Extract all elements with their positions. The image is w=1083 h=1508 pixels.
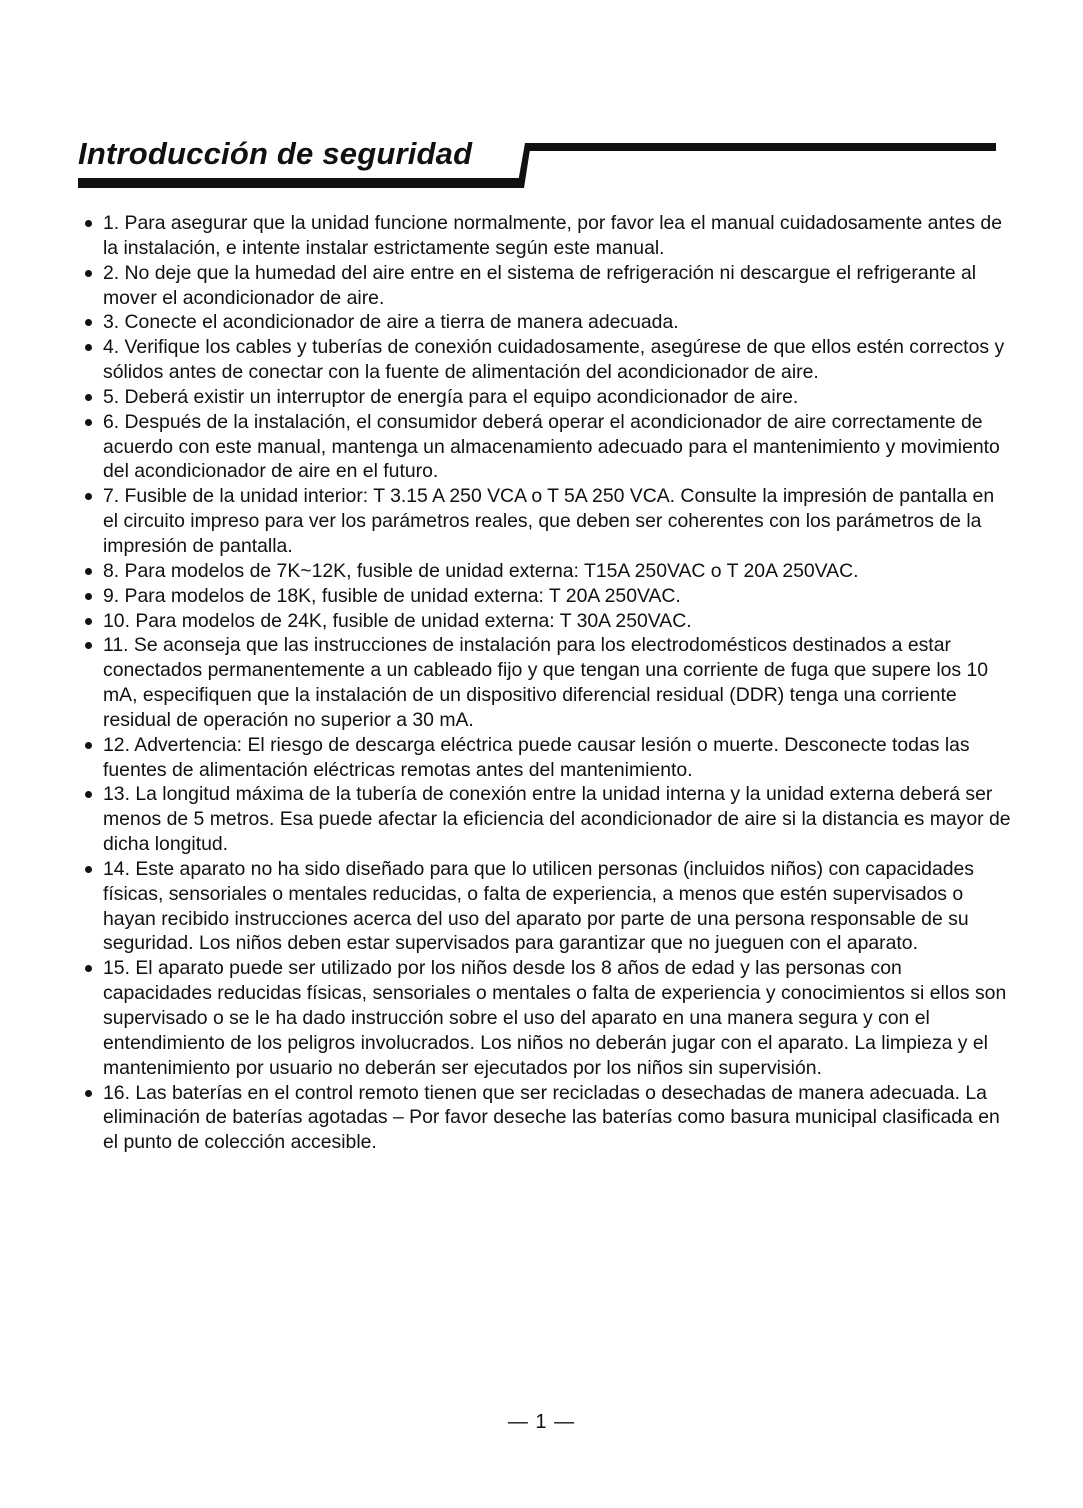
bullet-icon (85, 220, 92, 227)
list-item (84, 633, 1014, 732)
bullet-icon (85, 642, 92, 649)
list-item-text: 15. El aparato puede ser utilizado por los niños desde los 8 años de edad y las personas con capacidades reducidas físicas, sensoriales o mentales o falta de experiencia y conocimientos si ellos son supervisado o se le ha dado instrucción sobre el uso del aparato en una manera segura y con el entendimiento de los peligros involucrados. Los niños no deberán jugar con el aparato. La limpieza y el mantenimiento por usuario no deberán ser ejecutados por los niños sin supervisión. (103, 957, 1007, 1079)
bullet-icon (85, 568, 92, 575)
list-item-text: 8. Para modelos de 7K~12K, fusible de unidad externa: T15A 250VAC o T 20A 250VAC. (103, 559, 859, 582)
list-item-text: 13. La longitud máxima de la tubería de conexión entre la unidad interna y la unidad externa deberá ser menos de 5 metros. Esa puede afectar la eficiencia del acondicionador de aire si la distancia es mayor de dicha longitud. (103, 783, 1011, 856)
bullet-icon (85, 618, 92, 625)
list-item-text: 12. Advertencia: El riesgo de descarga eléctrica puede causar lesión o muerte. Desconecte todas las fuentes de alimentación eléctricas remotas antes del mantenimiento. (103, 733, 970, 781)
bullet-icon (85, 965, 92, 972)
list-item-text: 5. Deberá existir un interruptor de energía para el equipo acondicionador de aire. (103, 385, 799, 408)
bullet-icon (85, 593, 92, 600)
bullet-icon (85, 493, 92, 500)
list-item (84, 584, 1014, 609)
header-overline (525, 143, 996, 151)
list-item (84, 1081, 1014, 1156)
list-item-text: 2. No deje que la humedad del aire entre en el sistema de refrigeración ni descargue el refrigerante al mover el acondicionador de aire. (103, 261, 977, 309)
header-slash (517, 143, 531, 188)
header-underline (78, 178, 521, 188)
list-item (84, 484, 1014, 559)
list-item-text: 11. Se aconseja que las instrucciones de instalación para los electrodomésticos destinados a estar conectados permanentemente a un cableado fijo y que tengan una corriente de fuga que supere los 10 mA, especifiquen que la instalación de un dispositivo diferencial residual (DDR) tenga una corriente residual de operación no superior a 30 mA. (103, 634, 989, 731)
page-title: Introducción de seguridad (78, 136, 473, 171)
list-item (84, 410, 1014, 485)
bullet-icon (85, 394, 92, 401)
list-item-text: 14. Este aparato no ha sido diseñado para que lo utilicen personas (incluidos niños) con capacidades físicas, sensoriales o mentales reducidas, o falta de experiencia, a menos que estén supervisados o hayan recibido instrucciones acerca del uso del aparato por parte de una persona responsable de su seguridad. Los niños deben estar supervisados para garantizar que no jueguen con el aparato. (103, 857, 974, 955)
bullet-icon (85, 319, 92, 326)
list-item (84, 857, 1014, 956)
list-item-text: 16. Las baterías en el control remoto tienen que ser recicladas o desechadas de manera adecuada. La eliminación de baterías agotadas – Por favor deseche las baterías como basura municipal clasificada en el punto de colección accesible. (103, 1081, 1000, 1154)
list-item (84, 335, 1014, 385)
bullet-icon (85, 419, 92, 426)
bullet-icon (85, 344, 92, 351)
bullet-icon (85, 270, 92, 277)
section-header (0, 0, 1083, 200)
list-item (84, 782, 1014, 857)
page-number: — 1 — (507, 1411, 576, 1433)
list-item-text: 9. Para modelos de 18K, fusible de unidad externa: T 20A 250VAC. (103, 584, 681, 607)
bullet-icon (85, 866, 92, 873)
list-item-text: 1. Para asegurar que la unidad funcione normalmente, por favor lea el manual cuidadosamente antes de la instalación, e intente instalar estrictamente según este manual. (103, 212, 1003, 259)
list-item-text: 7. Fusible de la unidad interior: T 3.15 A 250 VCA o T 5A 250 VCA. Consulte la impresión de pantalla en el circuito impreso para ver los parámetros reales, que deben ser coherentes con los parámetros de la impresión de pantalla. (103, 485, 995, 557)
list-item-text: 6. Después de la instalación, el consumidor deberá operar el acondicionador de aire correctamente de acuerdo con este manual, mantenga un almacenamiento adecuado para el mantenimiento y movimiento del acondicionador de aire en el futuro. (103, 410, 1000, 483)
list-item (84, 261, 1014, 311)
list-item (84, 559, 1014, 584)
bullet-icon (85, 1090, 92, 1097)
bullet-icon (85, 791, 92, 798)
list-item-text: 4. Verifique los cables y tuberías de conexión cuidadosamente, asegúrese de que ellos estén correctos y sólidos antes de conectar con la fuente de alimentación del acondicionador de aire. (103, 336, 1005, 384)
list-item (84, 385, 1014, 410)
list-item (84, 211, 1014, 261)
list-item (84, 609, 1014, 634)
list-item-text: 3. Conecte el acondicionador de aire a tierra de manera adecuada. (103, 311, 679, 334)
list-item-text: 10. Para modelos de 24K, fusible de unidad externa: T 30A 250VAC. (103, 609, 692, 632)
list-item (84, 310, 1014, 335)
list-item (84, 733, 1014, 783)
bullet-icon (85, 742, 92, 749)
list-item (84, 956, 1014, 1080)
safety-list (84, 211, 1014, 1155)
